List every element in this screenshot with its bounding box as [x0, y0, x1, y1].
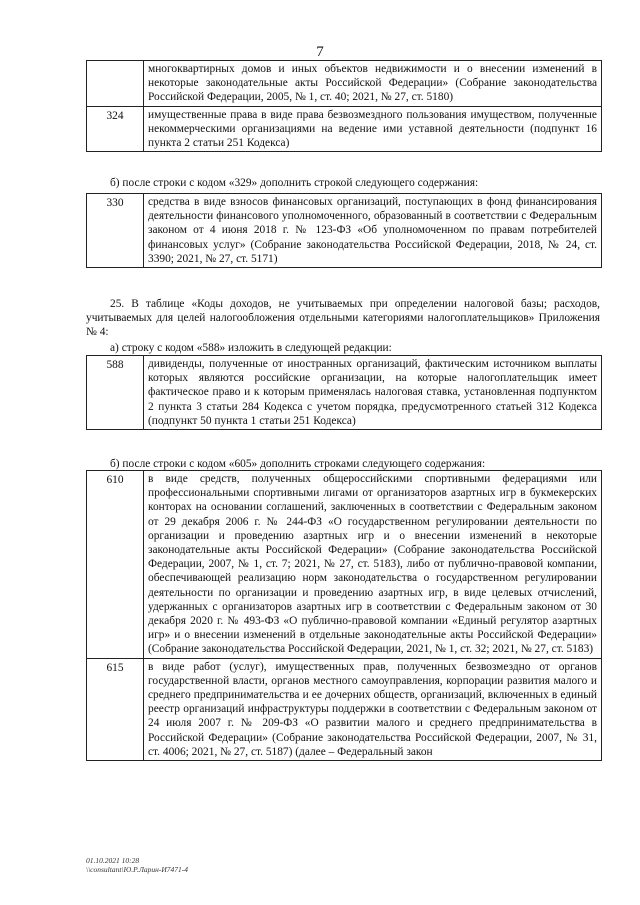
- text-cell: в виде средств, полученных общероссийскими спортивными федерациями или профессиональными спортивными лигами от организаторов азартных игр в букмекерских конторах на основании соглашений, заключенных в соответствии с Федеральным законом от 29 декабря 2006 г. № 244-ФЗ «О государственном регулировании деятельности по организации и проведению азартных игр и о внесении изменений в некоторые законодательные акты Российской Федерации» (Собрание законодательства Российской Федерации, 2007, № 1, ст. 7; 2021, № 27, ст. 5183), либо от публично-правовой компании, обеспечивающей реализацию норм законодательства о государственном регулировании деятельности по организации и проведению азартных игр, в виде целевых отчислений, удержанных с организаторов азартных игр в соответствии с Федеральным законом от 30 декабря 2020 г. № 493-ФЗ «О публично-правовой компании «Единый регулятор азартных игр» и о внесении изменений в отдельные законодательные акты Российской Федерации» (Собрание законодательства Российской Федерации, 2021, № 1, ст. 32; 2021, № 27, ст. 5183): [144, 471, 602, 659]
- paragraph-b-after-605: б) после строки с кодом «605» дополнить строками следующего содержания:: [110, 458, 486, 470]
- code-cell: [87, 61, 144, 107]
- text-cell: многоквартирных домов и иных объектов недвижимости и о внесении изменений в некоторые законодательные акты Российской Федерации» (Собрание законодательства Российской Федерации, 2005, № 1, ст. 40; 2021, № 27, ст. 5180): [144, 61, 602, 107]
- footer-timestamp: 01.10.2021 10:28: [86, 856, 140, 865]
- code-cell: 330: [87, 194, 144, 268]
- income-codes-table-continuation: [86, 60, 602, 152]
- text-cell: дивиденды, полученные от иностранных организаций, фактическим источником выплаты которых являются российские организации, на которые налогоплательщик имеет фактическое право и к которым применялась налоговая ставка, установленная подпунктом 2 пункта 3 статьи 284 Кодекса с учетом порядка, предусмотренного статьей 312 Кодекса (подпункт 50 пункта 1 статьи 251 Кодекса): [144, 356, 602, 430]
- table-row: [87, 356, 602, 430]
- text-cell: в виде работ (услуг), имущественных прав, полученных безвозмездно от органов государственной власти, органов местного самоуправления, корпорации развития малого и среднего предпринимательства и ее дочерних обществ, организаций, включенных в единый реестр организаций инфраструктуры поддержки в соответствии с Федеральным законом от 24 июля 2007 г. № 209-ФЗ «О развитии малого и среднего предпринимательства в Российской Федерации» (Собрание законодательства Российской Федерации, 2007, № 31, ст. 4006; 2021, № 27, ст. 5187) (далее – Федеральный закон: [144, 658, 602, 760]
- footer-file-path: \\consultant\Ю.Р.Ларин-И7471-4: [86, 865, 189, 874]
- code-588-table: [86, 355, 602, 430]
- table-row: [87, 471, 602, 659]
- table-row: [87, 61, 602, 107]
- code-cell: 615: [87, 658, 144, 760]
- code-cell: 588: [87, 356, 144, 430]
- table-row: [87, 194, 602, 268]
- text-cell: имущественные права в виде права безвозмездного пользования имуществом, полученные некоммерческими организациями на ведение ими уставной деятельности (подпункт 16 пункта 2 статьи 251 Кодекса): [144, 106, 602, 152]
- code-cell: 610: [87, 471, 144, 659]
- table-row: [87, 658, 602, 760]
- code-330-table: [86, 193, 602, 268]
- codes-610-615-table: [86, 470, 602, 761]
- paragraph-25: 25. В таблице «Коды доходов, не учитываемых при определении налоговой базы; расходов, учитываемых для целей налогообложения отдельными категориями налогоплательщиков» Приложения № 4:: [86, 298, 600, 339]
- page-number: 7: [316, 44, 324, 60]
- paragraph-b-after-329: б) после строки с кодом «329» дополнить строкой следующего содержания:: [110, 177, 479, 189]
- paragraph-a-row-588: а) строку с кодом «588» изложить в следующей редакции:: [110, 342, 392, 354]
- text-cell: средства в виде взносов финансовых организаций, поступающих в фонд финансирования деятельности финансового уполномоченного, образованный в соответствии с Федеральным законом от 4 июня 2018 г. № 123-ФЗ «Об уполномоченном по правам потребителей финансовых услуг» (Собрание законодательства Российской Федерации, 2018, № 24, ст. 3390; 2021, № 27, ст. 5171): [144, 194, 602, 268]
- code-cell: 324: [87, 106, 144, 152]
- table-row: [87, 106, 602, 152]
- document-footer: [86, 856, 188, 874]
